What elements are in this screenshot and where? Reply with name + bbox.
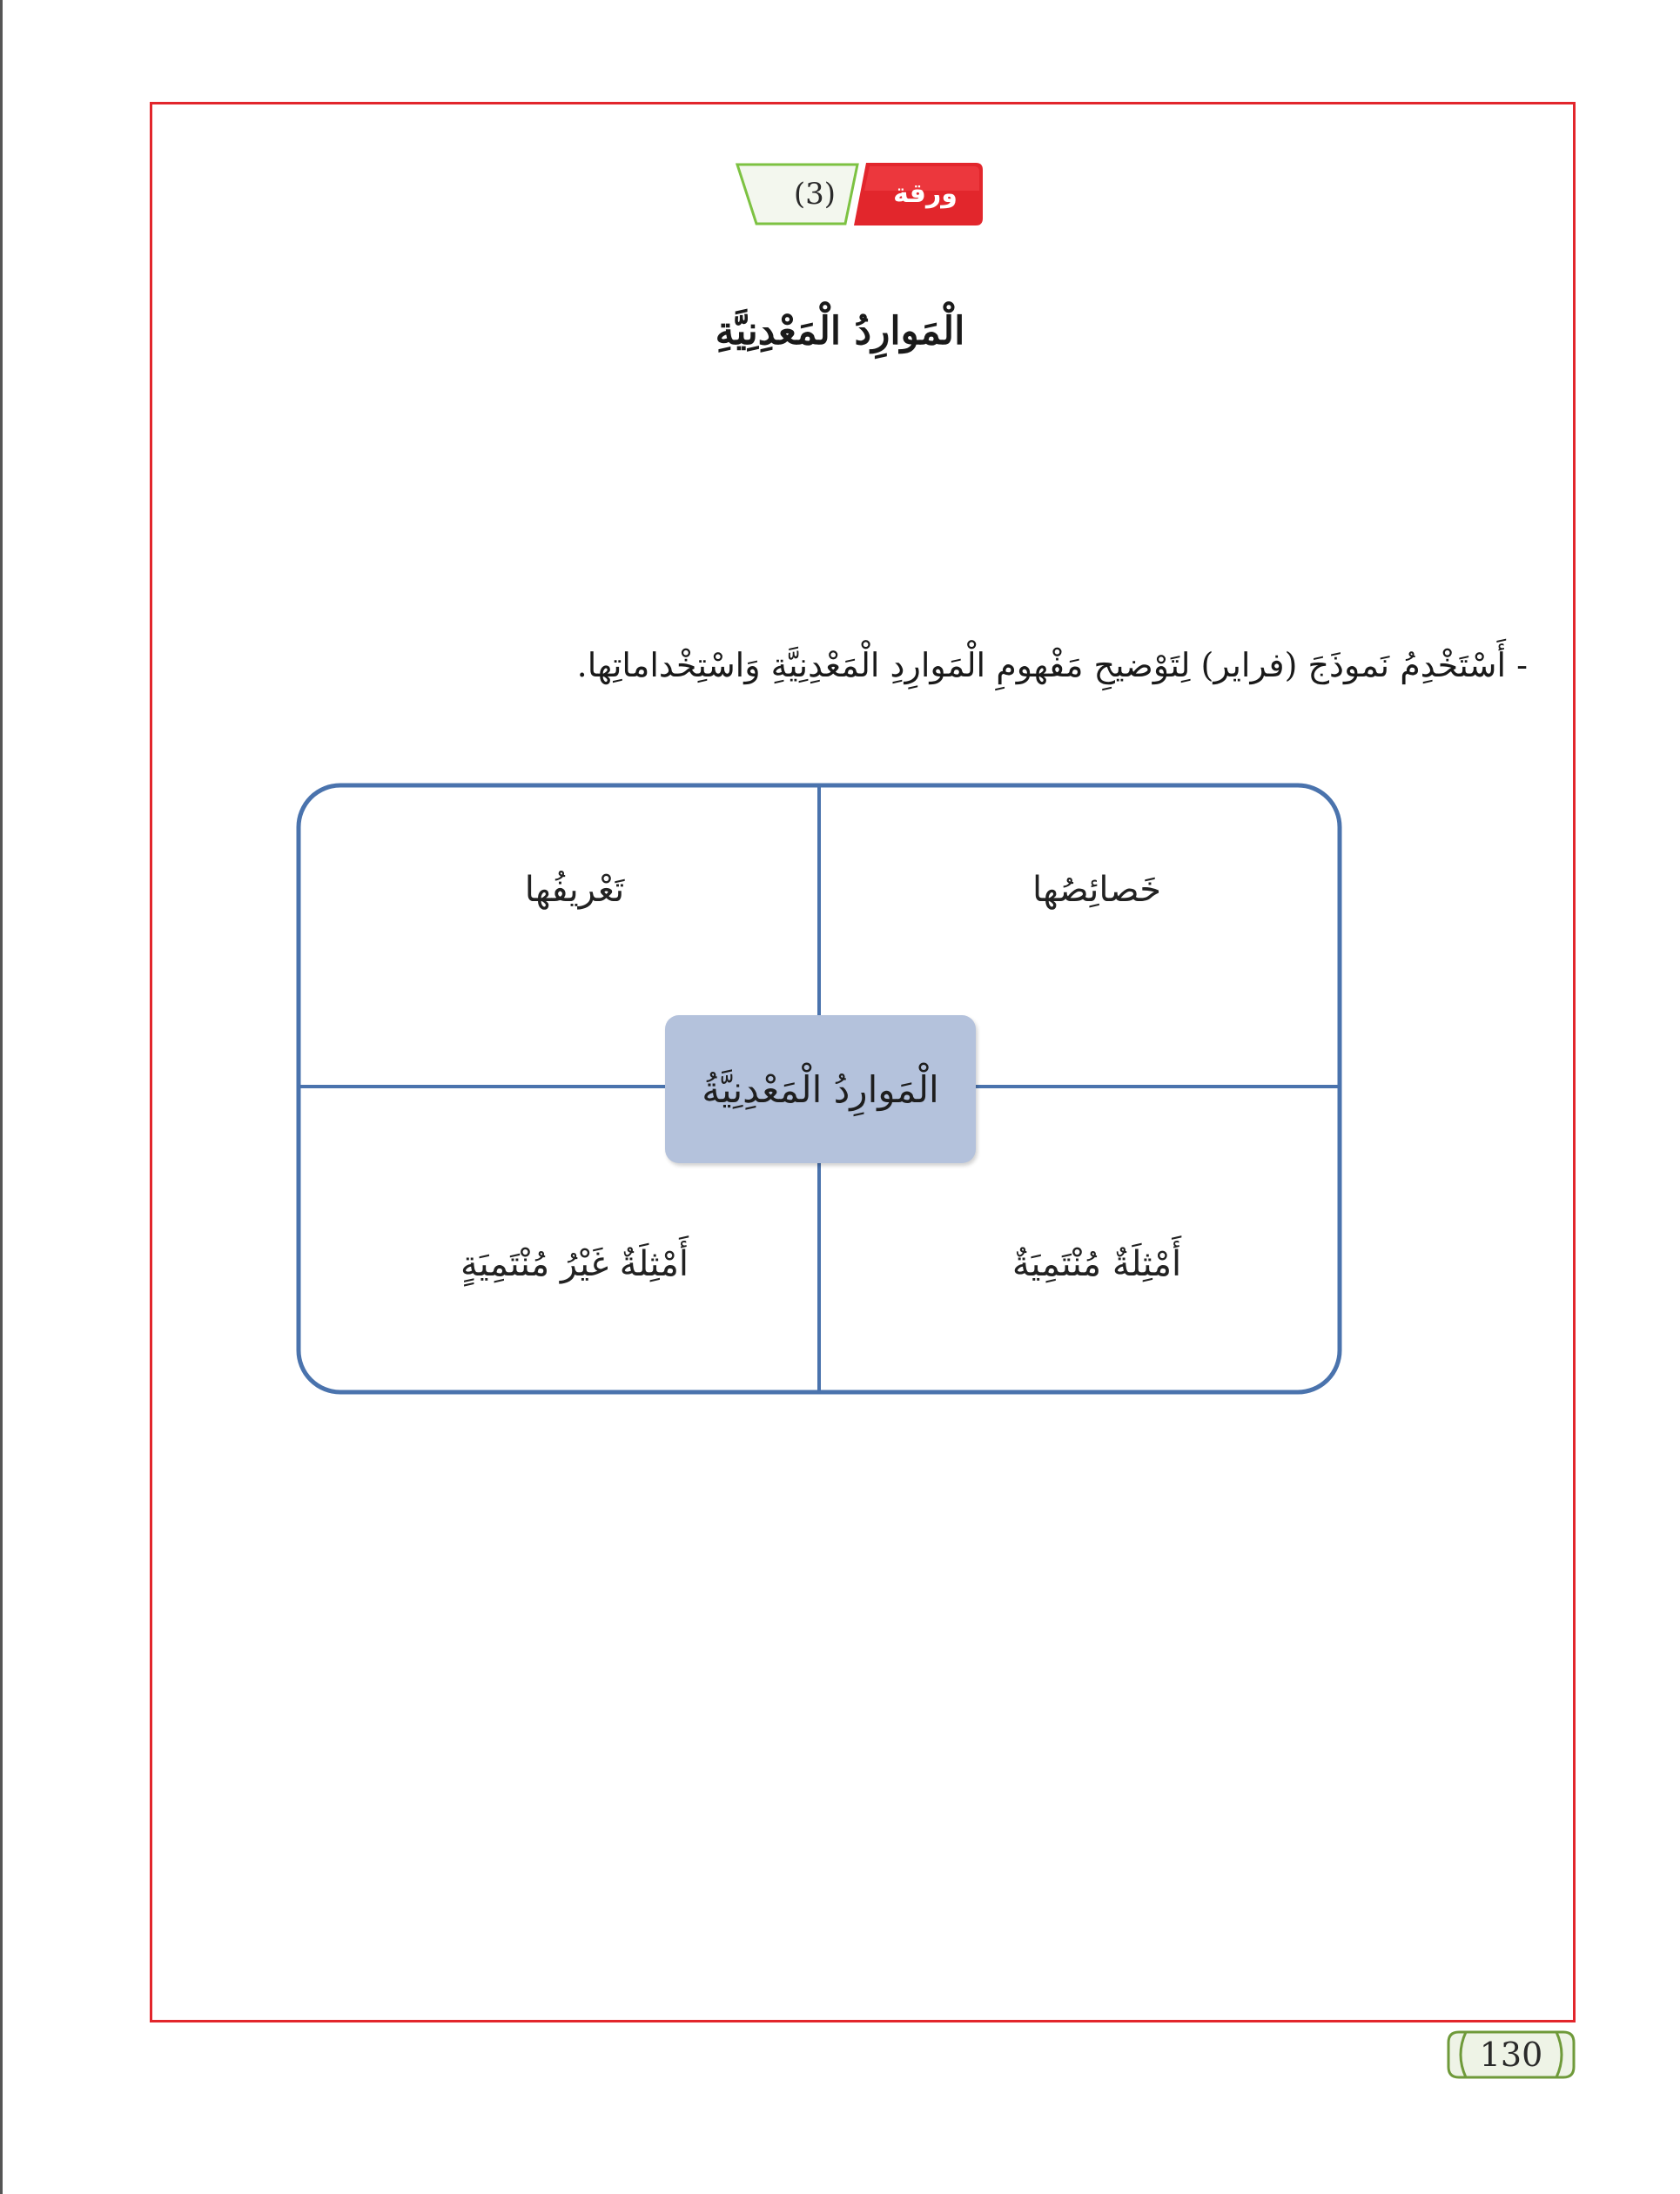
page-number: 130	[1479, 2036, 1543, 2074]
page-title: الْمَوارِدُ الْمَعْدِنِيَّةِ	[715, 309, 965, 353]
frayer-examples-label: أَمْثِلَةٌ مُنْتَمِيَةٌ	[1011, 1244, 1182, 1284]
worksheet-badge	[736, 159, 984, 279]
page-number-box	[1447, 2029, 1576, 2081]
worksheet-number: (3)	[793, 177, 837, 212]
frayer-definition-label: تَعْريفُها	[524, 870, 625, 910]
worksheet-label: ورقة عمل	[893, 178, 958, 279]
frayer-center-label: الْمَوارِدُ الْمَعْدِنِيَّةُ	[702, 1067, 939, 1111]
page-edge-rule	[0, 0, 3, 2194]
instruction-text: - أَسْتَخْدِمُ نَموذَجَ (فراير) لِتَوْضيحِ مَفْهومِ الْمَوارِدِ الْمَعْدِنِيَّةِ وَاسْتِخْداماتِها.	[576, 646, 1528, 684]
frayer-non-examples-label: أَمْثِلَةٌ غَيْرُ مُنْتَمِيَةٍ	[460, 1244, 689, 1284]
frayer-center-box	[665, 1015, 976, 1163]
frayer-characteristics-label: خَصائِصُها	[1032, 870, 1162, 910]
frayer-diagram	[296, 783, 1342, 1395]
